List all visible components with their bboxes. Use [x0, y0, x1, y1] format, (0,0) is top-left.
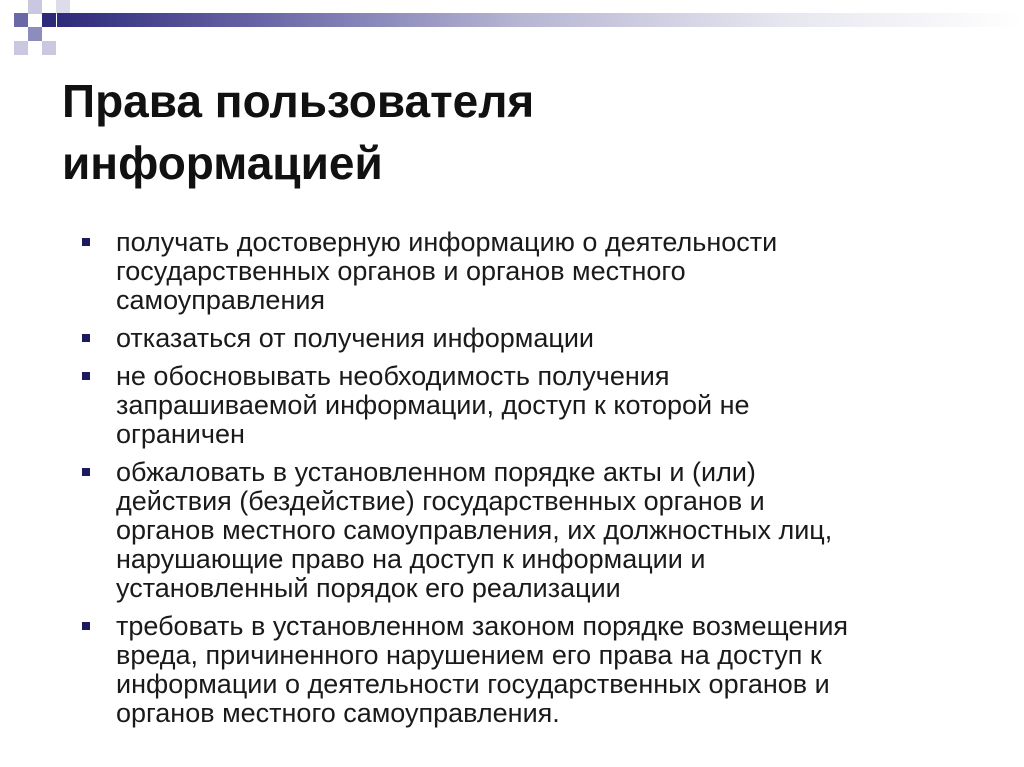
- bullet-text-line: установленный порядок его реализации: [116, 573, 621, 603]
- bullet-text-line: самоуправления: [116, 285, 326, 315]
- header-gradient-bar: [57, 13, 1024, 27]
- bullet-item: [68, 324, 998, 353]
- squares-decoration-icon: [42, 13, 56, 27]
- bullet-list: [68, 228, 998, 737]
- bullet-text-line: обжаловать в установленном порядке акты и (или): [116, 457, 756, 487]
- bullet-item: [68, 458, 998, 603]
- bullet-text-line: государственных органов и органов местного: [116, 256, 686, 286]
- squares-decoration-icon: [42, 41, 56, 55]
- bullet-text-line: вреда, причиненного нарушением его права на доступ к: [116, 640, 822, 670]
- square-bullet-icon: [82, 238, 90, 246]
- square-bullet-icon: [82, 622, 90, 630]
- squares-decoration-icon: [28, 0, 42, 14]
- bullet-text-line: требовать в установленном законом порядке возмещения: [116, 611, 849, 641]
- bullet-text-line: не обосновывать необходимость получения: [116, 361, 670, 391]
- bullet-item: [68, 362, 998, 449]
- square-bullet-icon: [82, 468, 90, 476]
- bullet-item: [68, 228, 998, 315]
- bullet-text-line: отказаться от получения информации: [116, 323, 594, 353]
- bullet-text-line: ограничен: [116, 419, 245, 449]
- bullet-text-line: органов местного самоуправления.: [116, 698, 560, 728]
- bullet-text-line: органов местного самоуправления, их должностных лиц,: [116, 515, 833, 545]
- squares-decoration-icon: [14, 13, 28, 27]
- squares-decoration-icon: [14, 41, 28, 55]
- slide-title-line: Права пользователя: [62, 75, 535, 127]
- bullet-text-line: действия (бездействие) государственных органов и: [116, 486, 765, 516]
- slide-title: [62, 70, 962, 194]
- bullet-text-line: запрашиваемой информации, доступ к которой не: [116, 390, 750, 420]
- bullet-text-line: получать достоверную информацию о деятельности: [116, 227, 778, 257]
- bullet-text-line: нарушающие право на доступ к информации и: [116, 544, 706, 574]
- square-bullet-icon: [82, 334, 90, 342]
- square-bullet-icon: [82, 372, 90, 380]
- squares-decoration-icon: [28, 27, 42, 41]
- slide-title-line: информацией: [62, 137, 383, 189]
- bullet-text-line: информации о деятельности государственных органов и: [116, 669, 830, 699]
- bullet-item: [68, 612, 998, 728]
- header-decoration: [0, 0, 1024, 80]
- squares-decoration-icon: [56, 0, 70, 14]
